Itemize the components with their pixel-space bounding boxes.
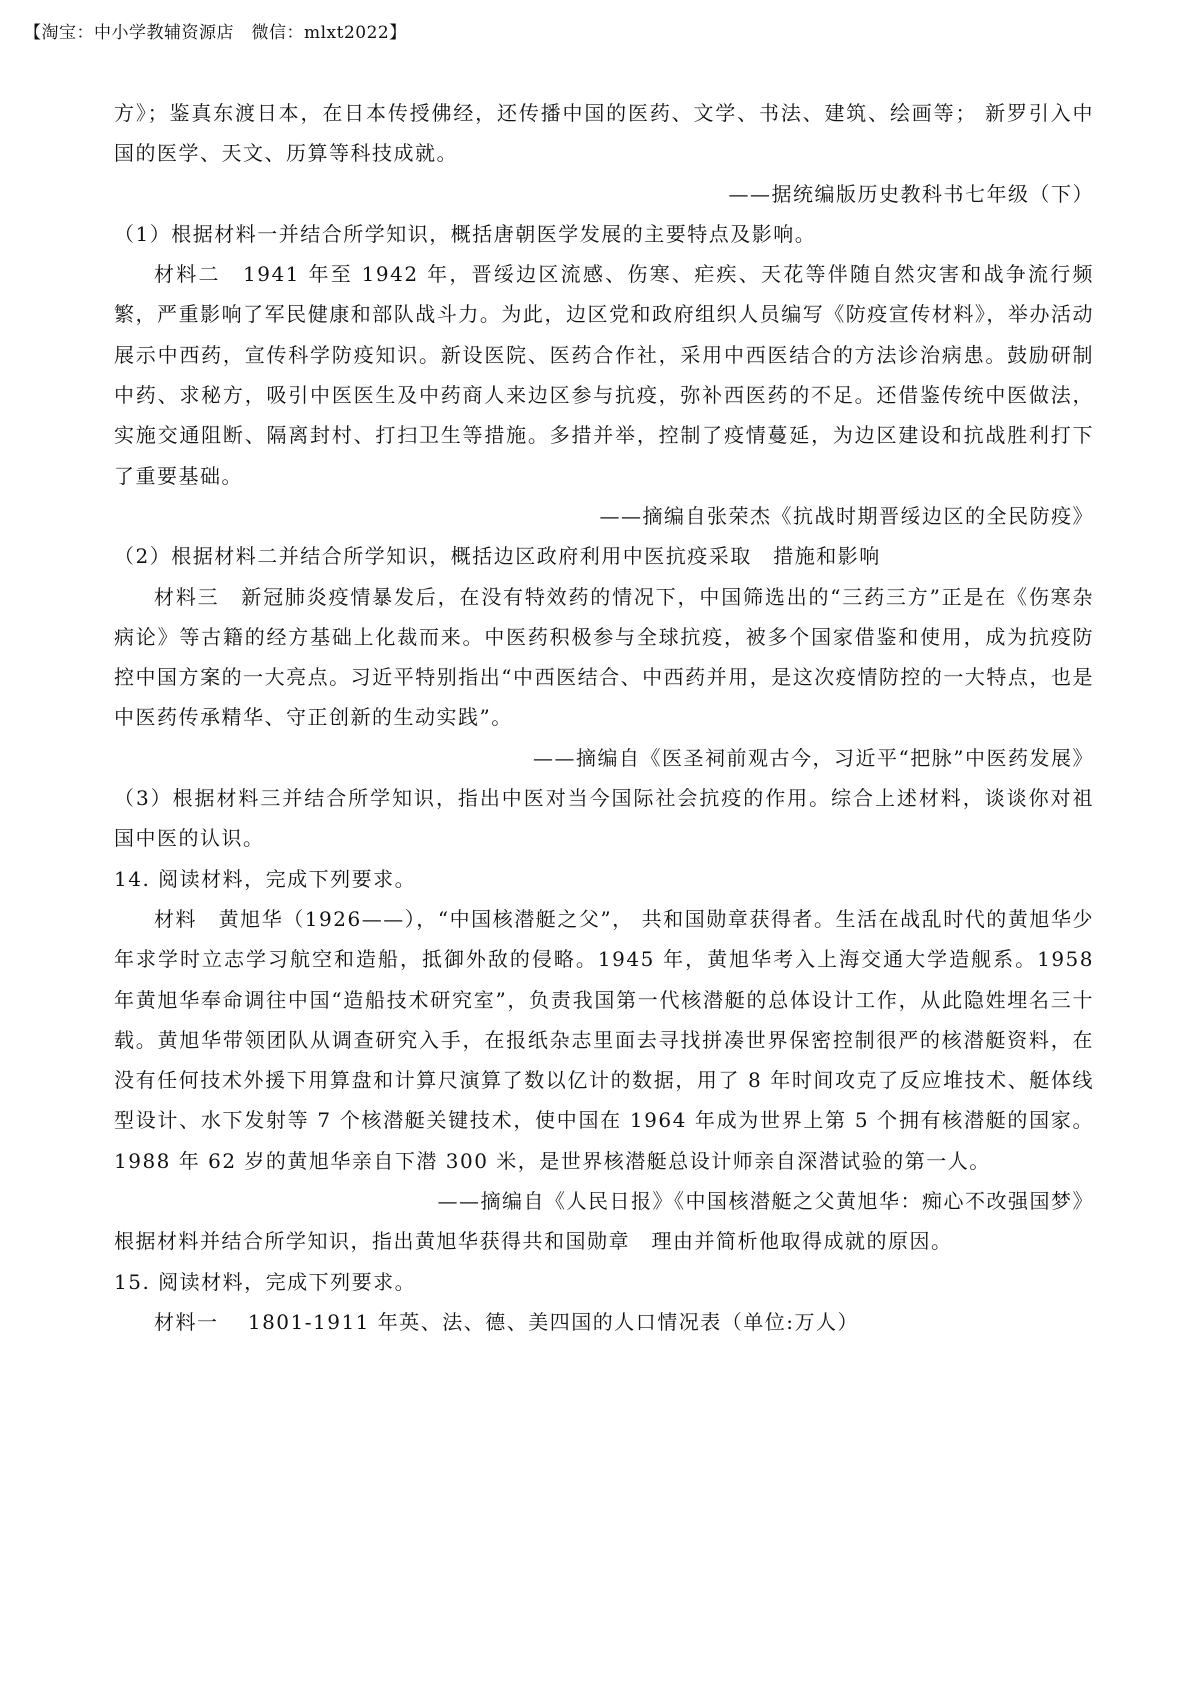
question-14-prompt: 根据材料并结合所学知识，指出黄旭华获得共和国勋章 理由并简析他取得成就的原因。 [114,1229,953,1254]
question-13-1: （1）根据材料一并结合所学知识，概括唐朝医学发展的主要特点及影响。 [114,221,817,246]
material-two-source: ——摘编自张荣杰《抗战时期晋绥边区的全民防疫》 [599,503,1094,528]
question-15-heading: 15. 阅读材料，完成下列要求。 [114,1269,417,1294]
question-14-source: ——摘编自《人民日报》《中国核潜艇之父黄旭华：痴心不改强国梦》 [437,1189,1094,1214]
material-three: 材料三 新冠肺炎疫情暴发后，在没有特效药的情况下，中国筛选出的“三药三方”正是在《伤寒杂病论》等古籍的经方基础上化裁而来。中医药积极参与全球抗疫，被多个国家借鉴和使用，成为抗疫防控中国方案的一大亮点。习近平特别指出“中西医结合、中西药并用，是这次疫情防控的一大特点，也是中医药传承精华、守正创新的生动实践”。 [114,584,1094,730]
question-14-material: 材料 黄旭华（1926——），“中国核潜艇之父”， 共和国勋章获得者。生活在战乱时代的黄旭华少年求学时立志学习航空和造船，抵御外敌的侵略。1945 年，黄旭华考入上海交通大学造舰系。1958 年黄旭华奉命调往中国“造船技术研究室”，负责我国第一代核潜艇的总体设计工作，从此隐姓埋名三十载。黄旭华带领团队从调查研究入手，在报纸杂志里面去寻找拼凑世界保密控制很严的核潜艇资料，在没有任何技术外援下用算盘和计算尺演算了数以亿计的数据，用了 8 年时间攻克了反应堆技术、艇体线型设计、水下发射等 7 个核潜艇关键技术，使中国在 1964 年成为世界上第 5 个拥有核潜艇的国家。1988 年 62 岁的黄旭华亲自下潜 300 米，是世界核潜艇总设计师亲自深潜试验的第一人。 [114,906,1094,1173]
page-header: 【淘宝：中小学教辅资源店 微信：mlxt2022】 [24,23,407,43]
material-one-source: ——据统编版历史教科书七年级（下） [728,181,1094,206]
question-15-material-one: 材料一 1801-1911 年英、法、德、美四国的人口情况表（单位:万人） [154,1309,860,1334]
material-three-source: ——摘编自《医圣祠前观古今，习近平“把脉”中医药发展》 [533,745,1094,770]
question-13-3: （3）根据材料三并结合所学知识，指出中医对当今国际社会抗疫的作用。综合上述材料，谈谈你对祖国中医的认识。 [114,786,1094,851]
material-one-continuation: 方》；鉴真东渡日本，在日本传授佛经，还传播中国的医药、文学、书法、建筑、绘画等； 新罗引入中国的医学、天文、历算等科技成就。 [114,101,1094,166]
document-body [114,93,1094,1342]
material-two: 材料二 1941 年至 1942 年，晋绥边区流感、伤寒、疟疾、天花等伴随自然灾害和战争流行频繁，严重影响了军民健康和部队战斗力。为此，边区党和政府组织人员编写《防疫宣传材料》，举办活动展示中西药，宣传科学防疫知识。新设医院、医药合作社，采用中西医结合的方法诊治病患。鼓励研制中药、求秘方，吸引中医医生及中药商人来边区参与抗疫，弥补西医药的不足。还借鉴传统中医做法，实施交通阻断、隔离封村、打扫卫生等措施。多措并举，控制了疫情蔓延，为边区建设和抗战胜利打下了重要基础。 [114,262,1094,488]
question-13-2: （2）根据材料二并结合所学知识，概括边区政府利用中医抗疫采取 措施和影响 [114,544,881,569]
question-14-heading: 14. 阅读材料，完成下列要求。 [114,866,417,891]
